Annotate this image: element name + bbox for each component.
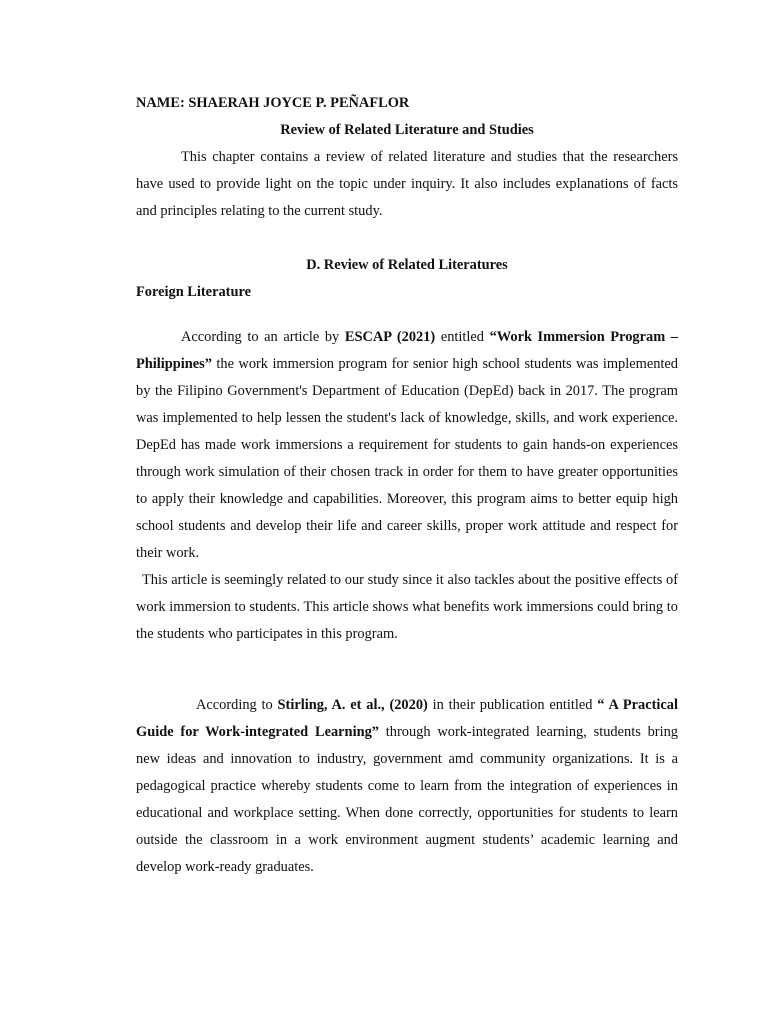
section-heading: D. Review of Related Literatures [306, 257, 508, 273]
stirling-paragraph [136, 692, 678, 881]
escap-body: the work immersion program for senior high school students was implemented by the Filipino Government's Department of Education (DepEd) back in 2017. The program was implemented to help lessen the student's lack of knowledge, skills, and work experience. DepEd has made work immersions a requirement for students to gain hands-on experiences through work simulation of their chosen track in order for them to have greater opportunities to apply their knowledge and capabilities. Moreover, this program aims to better equip high school students and develop their life and career skills, proper work attitude and respect for their work. [136, 356, 678, 561]
escap-title: “Work Immersion Program – Philippines” [136, 329, 678, 372]
escap-author: ESCAP (2021) [344, 329, 436, 345]
escap-mid: entitled [435, 329, 490, 345]
spacer [136, 225, 678, 252]
stirling-mid: in their publication entitled [427, 697, 598, 713]
stirling-lead: According to [196, 697, 278, 713]
stirling-body: through work-integrated learning, students bring new ideas and innovation to industry, government amd community organizations. It is a pedagogical practice whereby students come to learn from the integration of experiences in educational and workplace setting. When done correctly, opportunities for students to learn outside the classroom in a work environment augment students’ academic learning and develop work-ready graduates. [136, 724, 678, 875]
escap-paragraph [136, 324, 678, 567]
escap-lead: According to an article by [181, 329, 345, 345]
stirling-title: “ A Practical Guide for Work-integrated Learning” [136, 697, 679, 740]
spacer [136, 648, 678, 692]
chapter-title: Review of Related Literature and Studies [280, 122, 534, 138]
foreign-literature-heading: Foreign Literature [136, 284, 251, 300]
escap-relation-paragraph: This article is seemingly related to our study since it also tackles about the positive effects of work immersion to students. This article shows what benefits work immersions could bring to the students who participates in this program. [136, 572, 678, 642]
intro-paragraph: This chapter contains a review of related literature and studies that the researchers have used to provide light on the topic under inquiry. It also includes explanations of facts and principles relating to the current study. [136, 149, 678, 219]
student-name: NAME: SHAERAH JOYCE P. PEÑAFLOR [136, 95, 410, 111]
document-page [136, 90, 678, 881]
stirling-author: Stirling, A. et al., (2020) [277, 697, 428, 713]
spacer [136, 306, 678, 324]
